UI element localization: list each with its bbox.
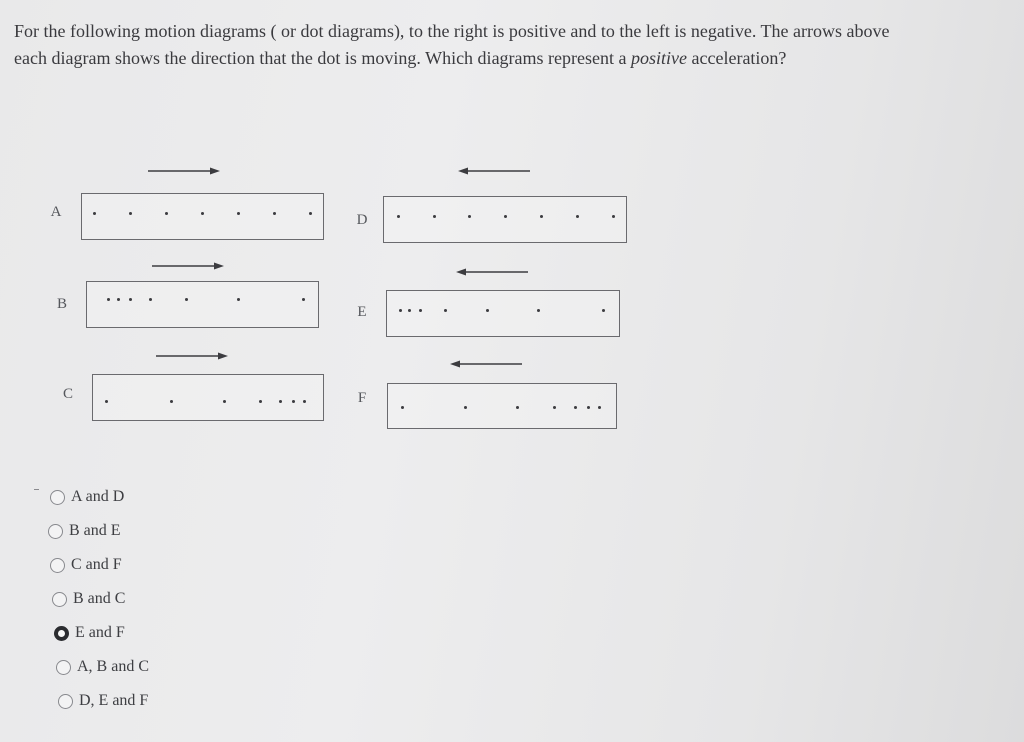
- option-label: D, E and F: [79, 692, 149, 709]
- dot: [401, 406, 404, 409]
- dot: [129, 212, 132, 215]
- question-line-2b: acceleration?: [687, 48, 787, 68]
- diagram-label: A: [50, 204, 62, 220]
- dot: [105, 400, 108, 403]
- dot: [598, 406, 601, 409]
- option-b-and-e[interactable]: [48, 514, 149, 548]
- dot: [540, 215, 543, 218]
- dot: [399, 309, 402, 312]
- tick-mark: [34, 489, 39, 490]
- dot-box: [387, 383, 617, 429]
- diagram-label: C: [62, 386, 73, 402]
- arrow-left-icon: [456, 267, 528, 277]
- option-d-e-and-f[interactable]: [58, 684, 149, 718]
- dot: [149, 298, 152, 301]
- dot: [433, 215, 436, 218]
- dot: [303, 400, 306, 403]
- dot: [279, 400, 282, 403]
- option-b-and-c[interactable]: [52, 582, 149, 616]
- dot: [170, 400, 173, 403]
- dot: [464, 406, 467, 409]
- dot: [574, 406, 577, 409]
- dot: [117, 298, 120, 301]
- option-a-and-d[interactable]: [50, 480, 149, 514]
- dot: [107, 298, 110, 301]
- dot: [201, 212, 204, 215]
- option-label: B and E: [69, 522, 121, 539]
- dot: [516, 406, 519, 409]
- dot: [444, 309, 447, 312]
- arrow-right-icon: [156, 351, 228, 361]
- dot: [302, 298, 305, 301]
- dot: [223, 400, 226, 403]
- dot: [408, 309, 411, 312]
- option-c-and-f[interactable]: [50, 548, 149, 582]
- dot: [553, 406, 556, 409]
- dot: [129, 298, 132, 301]
- diagram-label: D: [356, 212, 368, 228]
- radio-button[interactable]: [50, 490, 65, 505]
- dot-box: [386, 290, 620, 337]
- diagram-label: F: [357, 390, 367, 406]
- arrow-right-icon: [152, 261, 224, 271]
- question-line-1: For the following motion diagrams ( or dot diagrams), to the right is positive and to the left is negative. The arrows above: [14, 21, 890, 41]
- radio-button[interactable]: [50, 558, 65, 573]
- option-label: B and C: [73, 590, 126, 607]
- dot: [397, 215, 400, 218]
- dot: [537, 309, 540, 312]
- dot: [602, 309, 605, 312]
- dot-box: [383, 196, 627, 243]
- question-text: [14, 18, 1014, 72]
- dot-box: [86, 281, 319, 328]
- diagram-label: B: [56, 296, 67, 312]
- dot-box: [81, 193, 324, 240]
- dot: [237, 212, 240, 215]
- radio-button[interactable]: [58, 694, 73, 709]
- dot: [259, 400, 262, 403]
- dot: [587, 406, 590, 409]
- answer-options: [46, 480, 149, 718]
- arrow-right-icon: [148, 166, 220, 176]
- question-emphasis: positive: [631, 48, 687, 68]
- dot: [309, 212, 312, 215]
- dot: [165, 212, 168, 215]
- dot: [486, 309, 489, 312]
- diagram-label: E: [357, 304, 367, 320]
- dot: [237, 298, 240, 301]
- dot: [576, 215, 579, 218]
- dot: [468, 215, 471, 218]
- option-label: A and D: [71, 488, 125, 505]
- option-label: E and F: [75, 624, 125, 641]
- dot: [419, 309, 422, 312]
- radio-button[interactable]: [48, 524, 63, 539]
- dot: [185, 298, 188, 301]
- dot: [504, 215, 507, 218]
- question-line-2a: each diagram shows the direction that the dot is moving. Which diagrams represent a: [14, 48, 631, 68]
- dot-box: [92, 374, 324, 421]
- radio-button[interactable]: [52, 592, 67, 607]
- option-label: C and F: [71, 556, 122, 573]
- dot: [273, 212, 276, 215]
- dot: [93, 212, 96, 215]
- radio-button-selected[interactable]: [54, 626, 69, 641]
- option-e-and-f[interactable]: [54, 616, 149, 650]
- option-label: A, B and C: [77, 658, 149, 675]
- arrow-left-icon: [458, 166, 530, 176]
- radio-button[interactable]: [56, 660, 71, 675]
- dot: [292, 400, 295, 403]
- dot: [612, 215, 615, 218]
- arrow-left-icon: [450, 359, 522, 369]
- option-a-b-and-c[interactable]: [56, 650, 149, 684]
